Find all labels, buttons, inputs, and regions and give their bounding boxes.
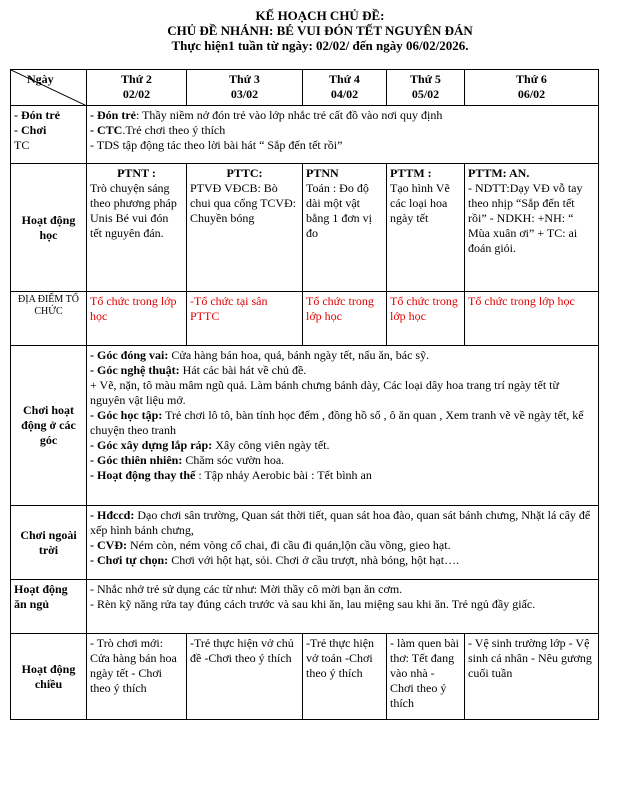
day-header: [187, 70, 303, 106]
location-cell: Tổ chức trong lớp học: [303, 292, 387, 346]
bold-text: - CTC: [90, 123, 123, 137]
day-name: Thứ 2: [121, 72, 152, 86]
content-line: [90, 363, 595, 378]
content-line: [90, 538, 595, 553]
lesson-head: PTTM: AN.: [468, 166, 530, 180]
hoat-dong-hoc-label: Hoạt động học: [11, 164, 87, 292]
hoat-dong-hoc-row: [11, 164, 599, 292]
an-ngu-content: [87, 580, 599, 634]
don-tre-label: [11, 106, 87, 164]
goc-content: [87, 346, 599, 506]
dia-diem-label: ĐỊA ĐIỂM TỔ CHỨC: [11, 292, 87, 346]
day-date: 03/02: [230, 87, 259, 101]
text: Hát các bài hát về chủ đề.: [179, 363, 307, 377]
location-cell: -Tổ chức tại sân PTTC: [187, 292, 303, 346]
text: Ném còn, ném vòng cổ chai, đi cầu đi quán,lộn cầu vồng, gieo hạt.: [127, 538, 451, 552]
content-line: [90, 553, 595, 568]
lesson-head: PTTM :: [390, 166, 432, 180]
text: Trẻ chơi lô tô, bàn tính học đếm , đồng hồ số , ô ăn quan , Xem tranh vẽ về ngày tết, kể chuyện theo tranh: [90, 408, 584, 437]
label-line: - Chơi: [14, 123, 47, 137]
afternoon-cell: - Trò chơi mới: Cửa hàng bán hoa ngày tết - Chơi theo ý thích: [87, 634, 187, 720]
content-line: [90, 378, 595, 408]
day-name: Thứ 6: [516, 72, 547, 86]
corner-cell: [11, 70, 87, 106]
chieu-row: [11, 634, 599, 720]
lesson-head: PTNT :: [117, 166, 156, 180]
an-ngu-label: Hoạt động ăn ngủ: [11, 580, 87, 634]
text: - TDS tập động tác theo lời bài hát “ Sắp đến tết rồi”: [90, 138, 343, 152]
don-tre-content: [87, 106, 599, 164]
day-date: 04/02: [330, 87, 359, 101]
don-tre-row: [11, 106, 599, 164]
ngoai-troi-row: [11, 506, 599, 580]
bold-text: - Góc thiên nhiên:: [90, 453, 183, 467]
bold-text: - CVĐ:: [90, 538, 127, 552]
lesson-cell: [303, 164, 387, 292]
text: Cửa hàng bán hoa, quả, bánh ngày tết, nấu ăn, bác sỹ.: [168, 348, 430, 362]
lesson-cell: [187, 164, 303, 292]
content-line: [90, 508, 595, 538]
weekly-plan-table: [10, 69, 599, 720]
lesson-cell: [465, 164, 599, 292]
text: : Thầy niềm nở đón trẻ vào lớp nhắc trẻ cất đồ vào nơi quy định: [135, 108, 443, 122]
afternoon-cell: - làm quen bài thơ: Tết đang vào nhà - Chơi theo ý thích: [387, 634, 465, 720]
bold-text: - Hoạt động thay thế: [90, 468, 196, 482]
lesson-body: Trò chuyện sáng theo phương pháp Unis Bé vui đón tết nguyên đán.: [90, 181, 177, 240]
dia-diem-row: [11, 292, 599, 346]
corner-label: Ngày: [27, 72, 54, 86]
lesson-body: - NDTT:Dạy VĐ vỗ tay theo nhịp “Sắp đến tết rồi” - NDKH: +NH: “ Mùa xuân ơi” + TC: ai đoán giỏi.: [468, 181, 583, 255]
an-ngu-row: [11, 580, 599, 634]
lesson-cell: [87, 164, 187, 292]
afternoon-cell: -Trẻ thực hiện vở toán -Chơi theo ý thích: [303, 634, 387, 720]
day-header: [303, 70, 387, 106]
bold-text: - Đón trẻ: [90, 108, 136, 122]
day-date: 05/02: [411, 87, 440, 101]
plan-period: Thực hiện1 tuần từ ngày: 02/02/ đến ngày 06/02/2026.: [171, 38, 469, 53]
chieu-label: Hoạt động chiều: [11, 634, 87, 720]
bold-text: - Góc nghệ thuật:: [90, 363, 180, 377]
text: Chơi với hột hạt, sỏi. Chơi ở cầu trượt, nhà bóng, hột hạt….: [168, 553, 460, 567]
goc-label: Chơi hoạt động ở các góc: [11, 346, 87, 506]
day-date: 02/02: [122, 87, 151, 101]
day-header: [387, 70, 465, 106]
content-line: [90, 138, 595, 153]
content-line: - Nhắc nhở trẻ sử dụng các từ như: Mời thầy cô mời bạn ăn cơm.: [90, 582, 403, 596]
content-line: [90, 348, 595, 363]
location-cell: Tổ chức trong lớp học: [465, 292, 599, 346]
content-line: [90, 438, 595, 453]
text: : Tập nhảy Aerobic bài : Tết bình an: [195, 468, 372, 482]
day-header: [465, 70, 599, 106]
text: + Vẽ, nặn, tô màu mâm ngũ quả. Làm bánh chưng bánh dày, Các loại dây hoa trang trí ngày tết từ nguyên vật liệu mở.: [90, 378, 559, 407]
lesson-head: PTTC:: [226, 166, 263, 180]
content-line: [90, 453, 595, 468]
lesson-body: Tạo hình Vẽ các loại hoa ngày tết: [390, 181, 450, 225]
day-date: 06/02: [517, 87, 546, 101]
plan-title: KẾ HOẠCH CHỦ ĐỀ:: [255, 8, 385, 23]
bold-text: - Góc đóng vai:: [90, 348, 169, 362]
bold-text: - Hđccd:: [90, 508, 135, 522]
bold-text: - Góc học tập:: [90, 408, 163, 422]
location-cell: Tổ chức trong lớp học: [387, 292, 465, 346]
location-cell: Tổ chức trong lớp học: [87, 292, 187, 346]
label-line: TC: [14, 138, 30, 152]
content-line: [90, 123, 595, 138]
text: Dạo chơi sân trường, Quan sát thời tiết, quan sát hoa đào, quan sát bánh chưng, Nhặt lá cây để xếp hình bánh chưng,: [90, 508, 591, 537]
plan-subtitle: CHỦ ĐỀ NHÁNH: BÉ VUI ĐÓN TẾT NGUYÊN ĐÁN: [167, 23, 473, 38]
content-line: [90, 468, 595, 483]
day-name: Thứ 3: [229, 72, 260, 86]
day-name: Thứ 5: [410, 72, 441, 86]
content-line: [90, 108, 595, 123]
day-header: [87, 70, 187, 106]
text: Chăm sóc vườn hoa.: [182, 453, 285, 467]
text: Xây công viên ngày tết.: [212, 438, 330, 452]
content-line: [90, 408, 595, 438]
content-line: - Rèn kỹ năng rửa tay đúng cách trước và sau khi ăn, lau miệng sau khi ăn. Trẻ ngủ đầy giấc.: [90, 597, 536, 611]
text: .Trẻ chơi theo ý thích: [122, 123, 226, 137]
ngoai-troi-content: [87, 506, 599, 580]
bold-text: - Góc xây dựng lắp ráp:: [90, 438, 213, 452]
bold-text: - Chơi tự chọn:: [90, 553, 169, 567]
lesson-cell: [387, 164, 465, 292]
goc-row: [11, 346, 599, 506]
day-name: Thứ 4: [329, 72, 360, 86]
label-line: - Đón trẻ: [14, 108, 60, 122]
lesson-body: PTVĐ VĐCB: Bò chui qua cổng TCVĐ: Chuyền bóng: [190, 181, 297, 225]
ngoai-troi-label: Chơi ngoài trời: [11, 506, 87, 580]
day-header-row: [11, 70, 599, 106]
afternoon-cell: -Trẻ thực hiện vở chủ đề -Chơi theo ý thích: [187, 634, 303, 720]
lesson-body: Toán : Đo độ dài một vật bằng 1 đơn vị đo: [306, 181, 373, 240]
lesson-head: PTNN: [306, 166, 339, 180]
afternoon-cell: - Vệ sinh trường lớp - Vệ sinh cá nhân - Nêu gương cuối tuần: [465, 634, 599, 720]
